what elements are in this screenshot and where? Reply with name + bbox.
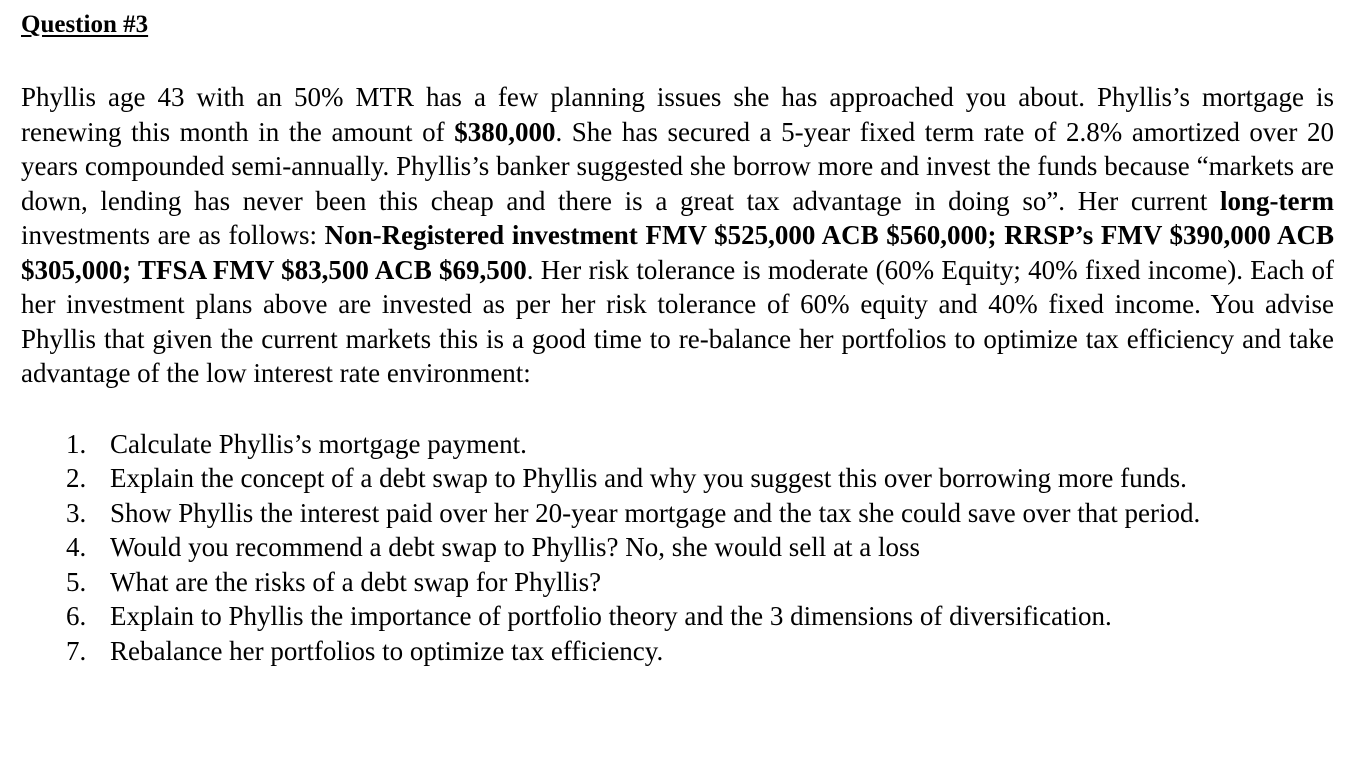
mortgage-amount: $380,000 (454, 116, 556, 147)
list-item-number: 4. (66, 532, 87, 563)
paragraph-segment: investments are as follows: (21, 220, 325, 250)
list-item-text: Rebalance her portfolios to optimize tax efficiency. (110, 636, 664, 667)
list-item-text: What are the risks of a debt swap for Phyllis? (110, 566, 602, 597)
list-item-text: Calculate Phyllis’s mortgage payment. (110, 428, 527, 459)
list-item-text: Would you recommend a debt swap to Phyllis? No, she would sell at a loss (110, 532, 920, 563)
paragraph-segment: . She has secured a 5-year fixed term rate of 2.8% amortized over 20 years compounded semi-annually. Phyllis’s banker suggested she borrow more and invest the funds because “markets are down, lending has never been this cheap and there is a great tax advantage in doing so”. Her current (21, 116, 1335, 216)
list-item (21, 565, 1334, 600)
question-heading: Question #3 (21, 11, 149, 38)
list-item (21, 461, 1334, 496)
question-list (21, 427, 1334, 669)
list-item-text: Show Phyllis the interest paid over her 20-year mortgage and the tax she could save over that period. (110, 497, 1201, 528)
list-item (21, 599, 1334, 634)
paragraph-segment: . Her risk tolerance is moderate (60% Equity; 40% fixed income). Each of her investment plans above are invested as per her risk tolerance of 60% equity and 40% fixed income. You advise Phyllis that given the current markets this is a good time to re-balance her portfolios to optimize tax efficiency and take advantage of the low interest rate environment: (21, 254, 1334, 388)
list-item (21, 427, 1334, 462)
list-item-text: Explain the concept of a debt swap to Phyllis and why you suggest this over borrowing more funds. (110, 463, 1187, 494)
list-item-number: 7. (66, 636, 87, 667)
list-item (21, 634, 1334, 669)
list-item (21, 496, 1334, 531)
list-item-text: Explain to Phyllis the importance of portfolio theory and the 3 dimensions of diversification. (110, 601, 1112, 632)
list-item-number: 5. (66, 566, 87, 597)
list-item-number: 1. (66, 428, 87, 459)
document-page (21, 8, 1334, 669)
scenario-paragraph (21, 80, 1334, 391)
paragraph-segment: Phyllis age 43 with an 50% MTR has a few planning issues she has approached you about. Phyllis’s mortgage is renewing this month in the amount of (21, 82, 1334, 147)
list-item (21, 530, 1334, 565)
investment-holdings: Non-Registered investment FMV $525,000 ACB $560,000; RRSP’s FMV $390,000 ACB $305,000; TFSA FMV $83,500 ACB $69,500 (21, 220, 1334, 285)
long-term-emphasis: long-term (1220, 185, 1334, 216)
list-item-number: 3. (66, 497, 87, 528)
list-item-number: 6. (66, 601, 87, 632)
list-item-number: 2. (66, 463, 87, 494)
